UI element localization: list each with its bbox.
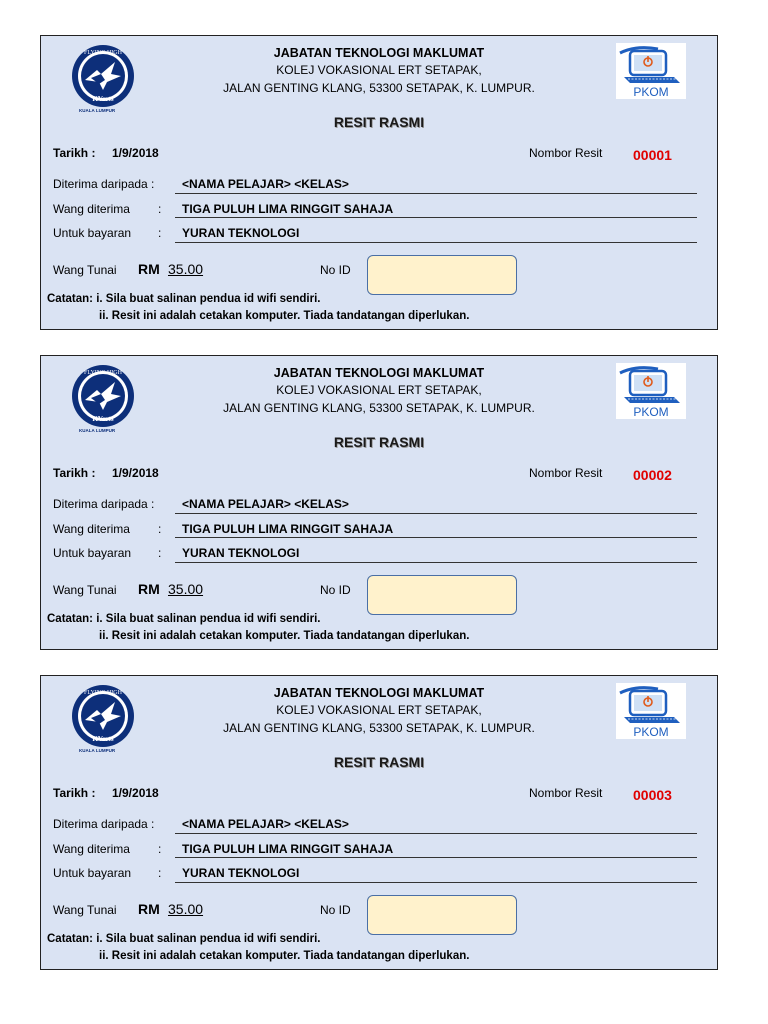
college-address: JALAN GENTING KLANG, 53300 SETAPAK, K. LUMPUR. (223, 401, 535, 415)
purpose-label: Untuk bayaran (53, 866, 132, 880)
purpose-value: YURAN TEKNOLOGI (182, 546, 300, 560)
logo-middle-text: KVerts (92, 735, 114, 743)
logo-middle-text: KVerts (92, 415, 114, 423)
amount-words-underline (175, 537, 697, 538)
logo-bottom-text: KUALA LUMPUR (79, 748, 116, 753)
purpose-label: Untuk bayaran (53, 226, 132, 240)
purpose-colon: : (158, 546, 162, 560)
received-from-label: Diterima daripada : (53, 497, 155, 511)
cash-label: Wang Tunai (53, 583, 117, 597)
cash-label: Wang Tunai (53, 263, 117, 277)
receipt-2 (40, 355, 718, 650)
purpose-value: YURAN TEKNOLOGI (182, 866, 300, 880)
department-name: JABATAN TEKNOLOGI MAKLUMAT (273, 46, 485, 60)
received-from-underline (175, 513, 697, 514)
amount-words-colon: : (158, 522, 162, 536)
pkom-label: PKOM (633, 725, 669, 739)
notes-line-2: ii. Resit ini adalah cetakan komputer. Tiada tandatangan diperlukan. (99, 950, 470, 962)
receipt-title: RESIT RASMI (333, 754, 425, 770)
college-address: JALAN GENTING KLANG, 53300 SETAPAK, K. LUMPUR. (223, 721, 535, 735)
college-address: JALAN GENTING KLANG, 53300 SETAPAK, K. LUMPUR. (223, 81, 535, 95)
notes-line-1: Catatan: i. Sila buat salinan pendua id wifi sendiri. (47, 293, 321, 305)
purpose-underline (175, 242, 697, 243)
purpose-underline (175, 562, 697, 563)
purpose-value: YURAN TEKNOLOGI (182, 226, 300, 240)
logo-middle-text: KVerts (92, 95, 114, 103)
date-value: 1/9/2018 (112, 466, 159, 480)
notes-line-1: Catatan: i. Sila buat salinan pendua id wifi sendiri. (47, 933, 321, 945)
received-from-value: <NAMA PELAJAR> <KELAS> (182, 177, 349, 191)
cash-amount: 35.00 (168, 901, 204, 917)
receipt-number-label: Nombor Resit (529, 466, 603, 480)
amount-words-colon: : (158, 842, 162, 856)
college-name: KOLEJ VOKASIONAL ERT SETAPAK, (276, 703, 482, 717)
notes-line-2: ii. Resit ini adalah cetakan komputer. Tiada tandatangan diperlukan. (99, 310, 470, 322)
received-from-value: <NAMA PELAJAR> <KELAS> (182, 817, 349, 831)
id-input-box[interactable] (367, 895, 517, 935)
id-label: No ID (320, 263, 351, 277)
id-input-box[interactable] (367, 255, 517, 295)
receipt-number: 00002 (633, 467, 672, 483)
id-input-box[interactable] (367, 575, 517, 615)
received-from-underline (175, 193, 697, 194)
amount-words-label: Wang diterima (53, 522, 130, 536)
department-name: JABATAN TEKNOLOGI MAKLUMAT (273, 366, 485, 380)
logo-bottom-text: KUALA LUMPUR (79, 108, 116, 113)
logo-top-text: FLYING HIGH (84, 370, 122, 376)
receipt-3 (40, 675, 718, 970)
amount-words-value: TIGA PULUH LIMA RINGGIT SAHAJA (182, 842, 394, 856)
amount-words-value: TIGA PULUH LIMA RINGGIT SAHAJA (182, 202, 394, 216)
purpose-colon: : (158, 866, 162, 880)
currency-label: RM (138, 581, 160, 597)
id-label: No ID (320, 903, 351, 917)
receipt-number-label: Nombor Resit (529, 786, 603, 800)
date-label: Tarikh : (53, 466, 96, 480)
purpose-label: Untuk bayaran (53, 546, 132, 560)
currency-label: RM (138, 901, 160, 917)
amount-words-underline (175, 857, 697, 858)
received-from-value: <NAMA PELAJAR> <KELAS> (182, 497, 349, 511)
currency-label: RM (138, 261, 160, 277)
id-label: No ID (320, 583, 351, 597)
pkom-label: PKOM (633, 405, 669, 419)
received-from-underline (175, 833, 697, 834)
received-from-label: Diterima daripada : (53, 817, 155, 831)
notes-line-2: ii. Resit ini adalah cetakan komputer. Tiada tandatangan diperlukan. (99, 630, 470, 642)
receipt-1 (40, 35, 718, 330)
logo-top-text: FLYING HIGH (84, 50, 122, 56)
cash-label: Wang Tunai (53, 903, 117, 917)
date-value: 1/9/2018 (112, 786, 159, 800)
amount-words-underline (175, 217, 697, 218)
amount-words-value: TIGA PULUH LIMA RINGGIT SAHAJA (182, 522, 394, 536)
logo-bottom-text: KUALA LUMPUR (79, 428, 116, 433)
amount-words-label: Wang diterima (53, 842, 130, 856)
date-label: Tarikh : (53, 786, 96, 800)
receipt-number-label: Nombor Resit (529, 146, 603, 160)
purpose-underline (175, 882, 697, 883)
amount-words-label: Wang diterima (53, 202, 130, 216)
cash-amount: 35.00 (168, 581, 204, 597)
purpose-colon: : (158, 226, 162, 240)
logo-top-text: FLYING HIGH (84, 690, 122, 696)
college-name: KOLEJ VOKASIONAL ERT SETAPAK, (276, 63, 482, 77)
date-label: Tarikh : (53, 146, 96, 160)
receipt-number: 00001 (633, 147, 672, 163)
department-name: JABATAN TEKNOLOGI MAKLUMAT (273, 686, 485, 700)
date-value: 1/9/2018 (112, 146, 159, 160)
receipt-number: 00003 (633, 787, 672, 803)
college-name: KOLEJ VOKASIONAL ERT SETAPAK, (276, 383, 482, 397)
pkom-label: PKOM (633, 85, 669, 99)
cash-amount: 35.00 (168, 261, 204, 277)
receipt-title: RESIT RASMI (333, 114, 425, 130)
received-from-label: Diterima daripada : (53, 177, 155, 191)
amount-words-colon: : (158, 202, 162, 216)
receipt-title: RESIT RASMI (333, 434, 425, 450)
notes-line-1: Catatan: i. Sila buat salinan pendua id wifi sendiri. (47, 613, 321, 625)
